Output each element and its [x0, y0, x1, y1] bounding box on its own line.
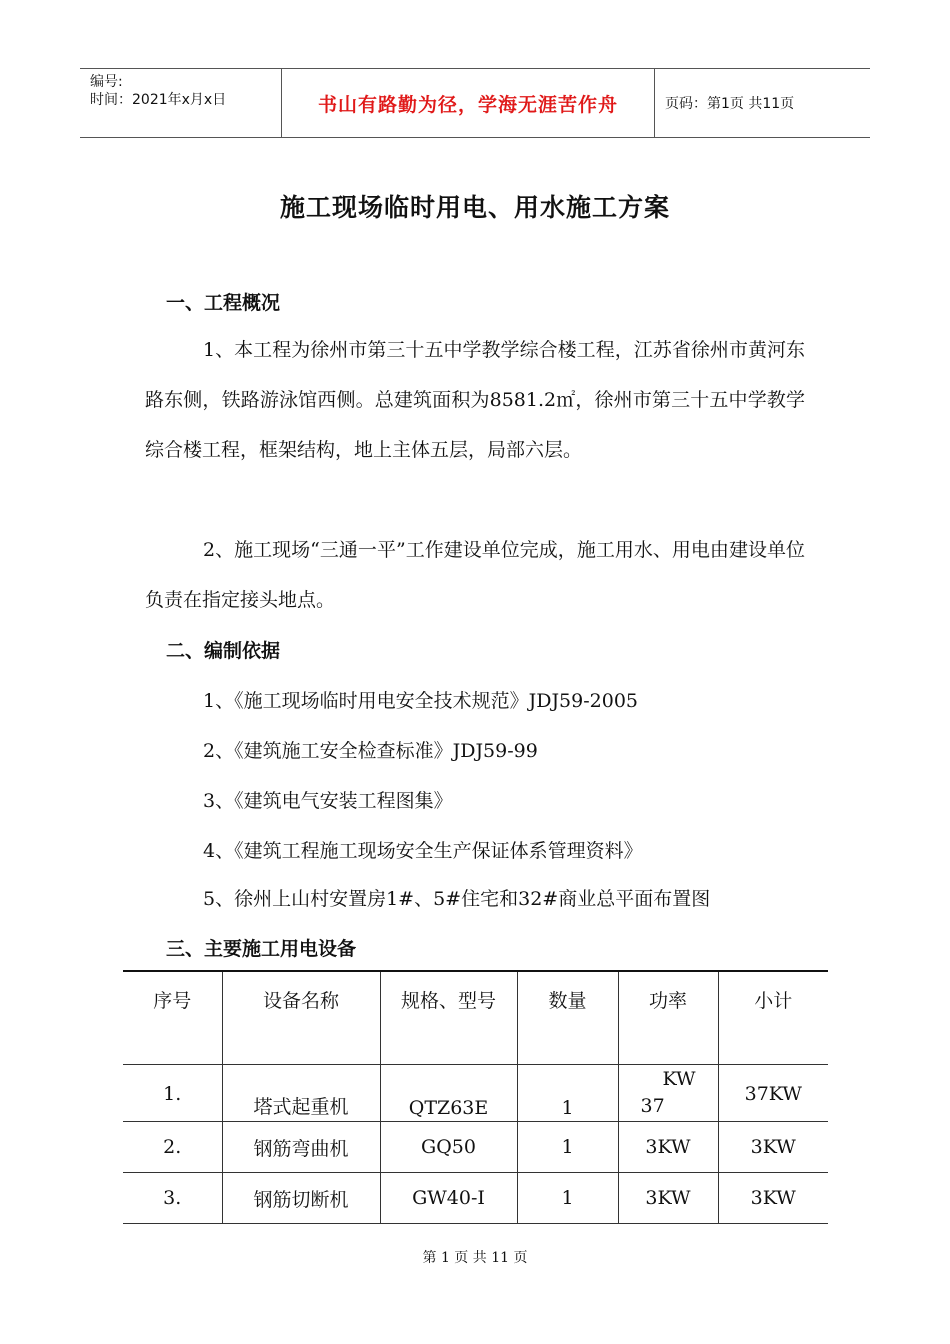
cell-no: 1.: [123, 1065, 222, 1122]
cell-no: 2.: [123, 1122, 222, 1173]
table-row: [123, 1122, 828, 1173]
column-header: 序号: [123, 971, 222, 1065]
section-heading-equipment: 三、主要施工用电设备: [166, 938, 357, 960]
time-label: 时间：2021年x月x日: [90, 92, 227, 108]
cell-power: [618, 1065, 718, 1122]
cell-power-value: 37: [640, 1095, 665, 1117]
basis-item: 2、《建筑施工安全检查标准》JDJ59-99: [203, 740, 538, 762]
table-header-row: [123, 971, 828, 1065]
cell-no: 3.: [123, 1173, 222, 1224]
page-footer: 第 1 页 共 11 页: [422, 1250, 528, 1266]
cell-power: 3KW: [618, 1122, 718, 1173]
cell-power: 3KW: [618, 1173, 718, 1224]
document-title: 施工现场临时用电、用水施工方案: [279, 193, 670, 222]
column-header: 小计: [718, 971, 828, 1065]
cell-model: QTZ63E: [380, 1065, 517, 1122]
cell-subtotal: 3KW: [718, 1122, 828, 1173]
header-meta: [80, 69, 280, 137]
table-row: [123, 1065, 828, 1122]
cell-name: 钢筋弯曲机: [222, 1122, 380, 1173]
cell-qty: 1: [517, 1173, 618, 1224]
column-header: 设备名称: [222, 971, 380, 1065]
cell-power-unit: KW: [662, 1068, 696, 1090]
section-heading-basis: 二、编制依据: [166, 640, 281, 662]
header-motto-cell: [281, 69, 655, 137]
cell-name: 塔式起重机: [222, 1065, 380, 1122]
table-row: [123, 1173, 828, 1224]
basis-item: 3、《建筑电气安装工程图集》: [203, 790, 453, 812]
page-code: 页码：第1页 共11页: [665, 96, 795, 112]
cell-qty: 1: [517, 1122, 618, 1173]
basis-item: 1、《施工现场临时用电安全技术规范》JDJ59-2005: [203, 690, 639, 712]
number-label: 编号:: [90, 74, 123, 90]
column-header: 数量: [517, 971, 618, 1065]
cell-model: GW40-I: [380, 1173, 517, 1224]
motto: 书山有路勤为径，学海无涯苦作舟: [317, 93, 618, 116]
cell-subtotal: 37KW: [718, 1065, 828, 1122]
document-header: [80, 68, 870, 138]
overview-paragraph-1: 1、本工程为徐州市第三十五中学教学综合楼工程，江苏省徐州市黄河东路东侧，铁路游泳馆西侧。总建筑面积为8581.2㎡，徐州市第三十五中学教学综合楼工程，框架结构，地上主体五层，局部六层。: [145, 339, 805, 461]
cell-subtotal: 3KW: [718, 1173, 828, 1224]
section-heading-overview: 一、工程概况: [166, 292, 281, 314]
equipment-table: [123, 970, 828, 1224]
header-page-cell: [655, 69, 870, 137]
column-header: 功率: [618, 971, 718, 1065]
overview-paragraph-2: 2、施工现场“三通一平”工作建设单位完成，施工用水、用电由建设单位负责在指定接头地点。: [145, 539, 805, 611]
column-header: 规格、型号: [380, 971, 517, 1065]
cell-model: GQ50: [380, 1122, 517, 1173]
basis-item: 5、徐州上山村安置房1#、5#住宅和32#商业总平面布置图: [203, 888, 711, 910]
basis-item: 4、《建筑工程施工现场安全生产保证体系管理资料》: [203, 840, 643, 862]
cell-qty: 1: [517, 1065, 618, 1122]
cell-name: 钢筋切断机: [222, 1173, 380, 1224]
